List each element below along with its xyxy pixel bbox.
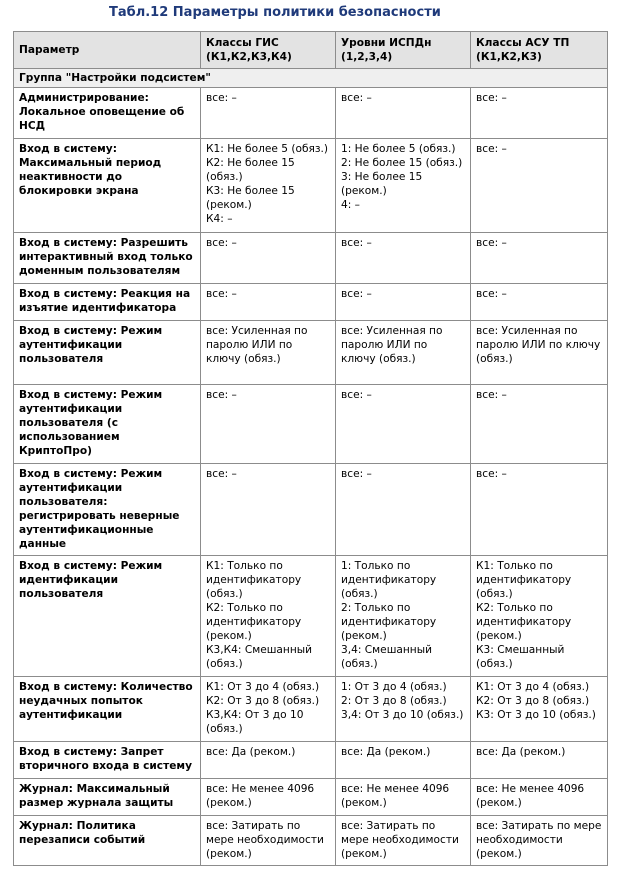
value-line: К1: Не более 5 (обяз.) bbox=[206, 143, 328, 155]
value-line: 2: Только по идентификатору (реком.) bbox=[341, 602, 437, 642]
gis-value-cell bbox=[201, 233, 336, 284]
value-line: К1: Только по идентификатору (обяз.) bbox=[206, 560, 302, 600]
parameter-cell: Журнал: Политика перезаписи событий bbox=[14, 816, 201, 866]
parameter-cell: Вход в систему: Количество неудачных попыток аутентификации bbox=[14, 677, 201, 742]
value-line: все: – bbox=[341, 237, 372, 249]
table-row bbox=[14, 779, 608, 816]
asu-value-cell bbox=[471, 816, 608, 866]
value-line: все: – bbox=[206, 389, 237, 401]
header-parameter: Параметр bbox=[14, 32, 201, 69]
value-line: К1: От 3 до 4 (обяз.) bbox=[476, 681, 590, 693]
gis-value-cell bbox=[201, 139, 336, 233]
value-line: 3: Не более 15 (реком.) bbox=[341, 171, 423, 197]
value-line: К2: Только по идентификатору (реком.) bbox=[476, 602, 572, 642]
asu-value-cell bbox=[471, 321, 608, 385]
ispdn-value-cell bbox=[336, 677, 471, 742]
value-line: все: Да (реком.) bbox=[341, 746, 431, 758]
ispdn-value-cell bbox=[336, 139, 471, 233]
gis-value-cell bbox=[201, 385, 336, 464]
gis-value-cell bbox=[201, 779, 336, 816]
value-line: все: Затирать по мере необходимости (реком.) bbox=[341, 820, 459, 860]
table-row bbox=[14, 742, 608, 779]
table-header bbox=[14, 32, 608, 69]
value-line: К3: Смешанный (обяз.) bbox=[476, 644, 565, 670]
header-asu-classes: Классы АСУ ТП (К1,К2,К3) bbox=[471, 32, 608, 69]
value-line: 1: Не более 5 (обяз.) bbox=[341, 143, 456, 155]
table-title: Табл.12 Параметры политики безопасности bbox=[109, 5, 441, 20]
asu-value-cell bbox=[471, 139, 608, 233]
table-row bbox=[14, 464, 608, 556]
value-line: все: – bbox=[341, 288, 372, 300]
parameter-cell: Вход в систему: Режим аутентификации пользователя (с использованием КриптоПро) bbox=[14, 385, 201, 464]
value-line: К2: От 3 до 8 (обяз.) bbox=[206, 695, 320, 707]
value-line: 3,4: От 3 до 10 (обяз.) bbox=[341, 709, 464, 721]
value-line: все: Усиленная по паролю ИЛИ по ключу (обяз.) bbox=[476, 325, 601, 365]
table-row bbox=[14, 677, 608, 742]
parameter-cell: Вход в систему: Режим аутентификации пользователя: регистрировать неверные аутентификационные данные bbox=[14, 464, 201, 556]
header-gis-classes: Классы ГИС (К1,К2,К3,К4) bbox=[201, 32, 336, 69]
value-line: все: – bbox=[476, 143, 507, 155]
asu-value-cell bbox=[471, 385, 608, 464]
value-line: все: – bbox=[476, 468, 507, 480]
gis-value-cell bbox=[201, 321, 336, 385]
parameter-cell: Журнал: Максимальный размер журнала защиты bbox=[14, 779, 201, 816]
gis-value-cell bbox=[201, 742, 336, 779]
value-line: 3,4: Смешанный (обяз.) bbox=[341, 644, 432, 670]
value-line: все: Затирать по мере необходимости (реком.) bbox=[476, 820, 602, 860]
header-row bbox=[14, 32, 608, 69]
value-line: все: Не менее 4096 (реком.) bbox=[206, 783, 315, 809]
parameter-cell: Вход в систему: Максимальный период неактивности до блокировки экрана bbox=[14, 139, 201, 233]
ispdn-value-cell bbox=[336, 321, 471, 385]
asu-value-cell bbox=[471, 779, 608, 816]
value-line: все: – bbox=[206, 237, 237, 249]
value-line: все: Усиленная по паролю ИЛИ по ключу (обяз.) bbox=[341, 325, 443, 365]
value-line: все: Усиленная по паролю ИЛИ по ключу (обяз.) bbox=[206, 325, 308, 365]
gis-value-cell bbox=[201, 464, 336, 556]
ispdn-value-cell bbox=[336, 284, 471, 321]
gis-value-cell bbox=[201, 556, 336, 677]
ispdn-value-cell bbox=[336, 742, 471, 779]
value-line: К2: Только по идентификатору (реком.) bbox=[206, 602, 302, 642]
gis-value-cell bbox=[201, 88, 336, 139]
value-line: К1: Только по идентификатору (обяз.) bbox=[476, 560, 572, 600]
value-line: 1: Только по идентификатору (обяз.) bbox=[341, 560, 437, 600]
value-line: все: – bbox=[341, 389, 372, 401]
parameter-cell: Вход в систему: Реакция на изъятие идентификатора bbox=[14, 284, 201, 321]
value-line: К3,К4: Смешанный (обяз.) bbox=[206, 644, 313, 670]
table-row bbox=[14, 284, 608, 321]
value-line: все: Затирать по мере необходимости (реком.) bbox=[206, 820, 324, 860]
value-line: 4: – bbox=[341, 199, 360, 211]
value-line: 1: От 3 до 4 (обяз.) bbox=[341, 681, 447, 693]
group-label: Группа "Настройки подсистем" bbox=[14, 69, 608, 88]
value-line: все: – bbox=[476, 288, 507, 300]
table-row bbox=[14, 233, 608, 284]
parameter-cell: Вход в систему: Разрешить интерактивный вход только доменным пользователям bbox=[14, 233, 201, 284]
value-line: К3: От 3 до 10 (обяз.) bbox=[476, 709, 596, 721]
value-line: все: – bbox=[341, 92, 372, 104]
value-line: все: – bbox=[476, 92, 507, 104]
ispdn-value-cell bbox=[336, 556, 471, 677]
value-line: 2: Не более 15 (обяз.) bbox=[341, 157, 463, 169]
value-line: все: – bbox=[476, 237, 507, 249]
value-line: К1: От 3 до 4 (обяз.) bbox=[206, 681, 320, 693]
value-line: К3: Не более 15 (реком.) bbox=[206, 185, 295, 211]
asu-value-cell bbox=[471, 464, 608, 556]
ispdn-value-cell bbox=[336, 233, 471, 284]
value-line: все: – bbox=[206, 92, 237, 104]
value-line: К2: Не более 15 (обяз.) bbox=[206, 157, 295, 183]
ispdn-value-cell bbox=[336, 88, 471, 139]
ispdn-value-cell bbox=[336, 816, 471, 866]
group-row bbox=[14, 69, 608, 88]
value-line: К2: От 3 до 8 (обяз.) bbox=[476, 695, 590, 707]
value-line: все: – bbox=[206, 288, 237, 300]
asu-value-cell bbox=[471, 677, 608, 742]
table-body bbox=[14, 69, 608, 866]
parameter-cell: Вход в систему: Режим идентификации пользователя bbox=[14, 556, 201, 677]
value-line: все: Не менее 4096 (реком.) bbox=[341, 783, 450, 809]
value-line: все: – bbox=[341, 468, 372, 480]
ispdn-value-cell bbox=[336, 464, 471, 556]
parameter-cell: Вход в систему: Запрет вторичного входа в систему bbox=[14, 742, 201, 779]
gis-value-cell bbox=[201, 284, 336, 321]
value-line: К3,К4: От 3 до 10 (обяз.) bbox=[206, 709, 304, 735]
table-row bbox=[14, 321, 608, 385]
table-row bbox=[14, 385, 608, 464]
gis-value-cell bbox=[201, 816, 336, 866]
value-line: все: Да (реком.) bbox=[476, 746, 566, 758]
value-line: все: – bbox=[206, 468, 237, 480]
ispdn-value-cell bbox=[336, 385, 471, 464]
asu-value-cell bbox=[471, 556, 608, 677]
value-line: все: Не менее 4096 (реком.) bbox=[476, 783, 585, 809]
table-row bbox=[14, 816, 608, 866]
asu-value-cell bbox=[471, 284, 608, 321]
parameter-cell: Администрирование: Локальное оповещение об НСД bbox=[14, 88, 201, 139]
value-line: 2: От 3 до 8 (обяз.) bbox=[341, 695, 447, 707]
value-line: К4: – bbox=[206, 213, 233, 225]
ispdn-value-cell bbox=[336, 779, 471, 816]
security-policy-table bbox=[13, 31, 608, 866]
header-ispdn-levels: Уровни ИСПДн (1,2,3,4) bbox=[336, 32, 471, 69]
table-row bbox=[14, 139, 608, 233]
value-line: все: Да (реком.) bbox=[206, 746, 296, 758]
table-row bbox=[14, 88, 608, 139]
asu-value-cell bbox=[471, 88, 608, 139]
table-row bbox=[14, 556, 608, 677]
asu-value-cell bbox=[471, 233, 608, 284]
value-line: все: – bbox=[476, 389, 507, 401]
asu-value-cell bbox=[471, 742, 608, 779]
gis-value-cell bbox=[201, 677, 336, 742]
parameter-cell: Вход в систему: Режим аутентификации пользователя bbox=[14, 321, 201, 385]
